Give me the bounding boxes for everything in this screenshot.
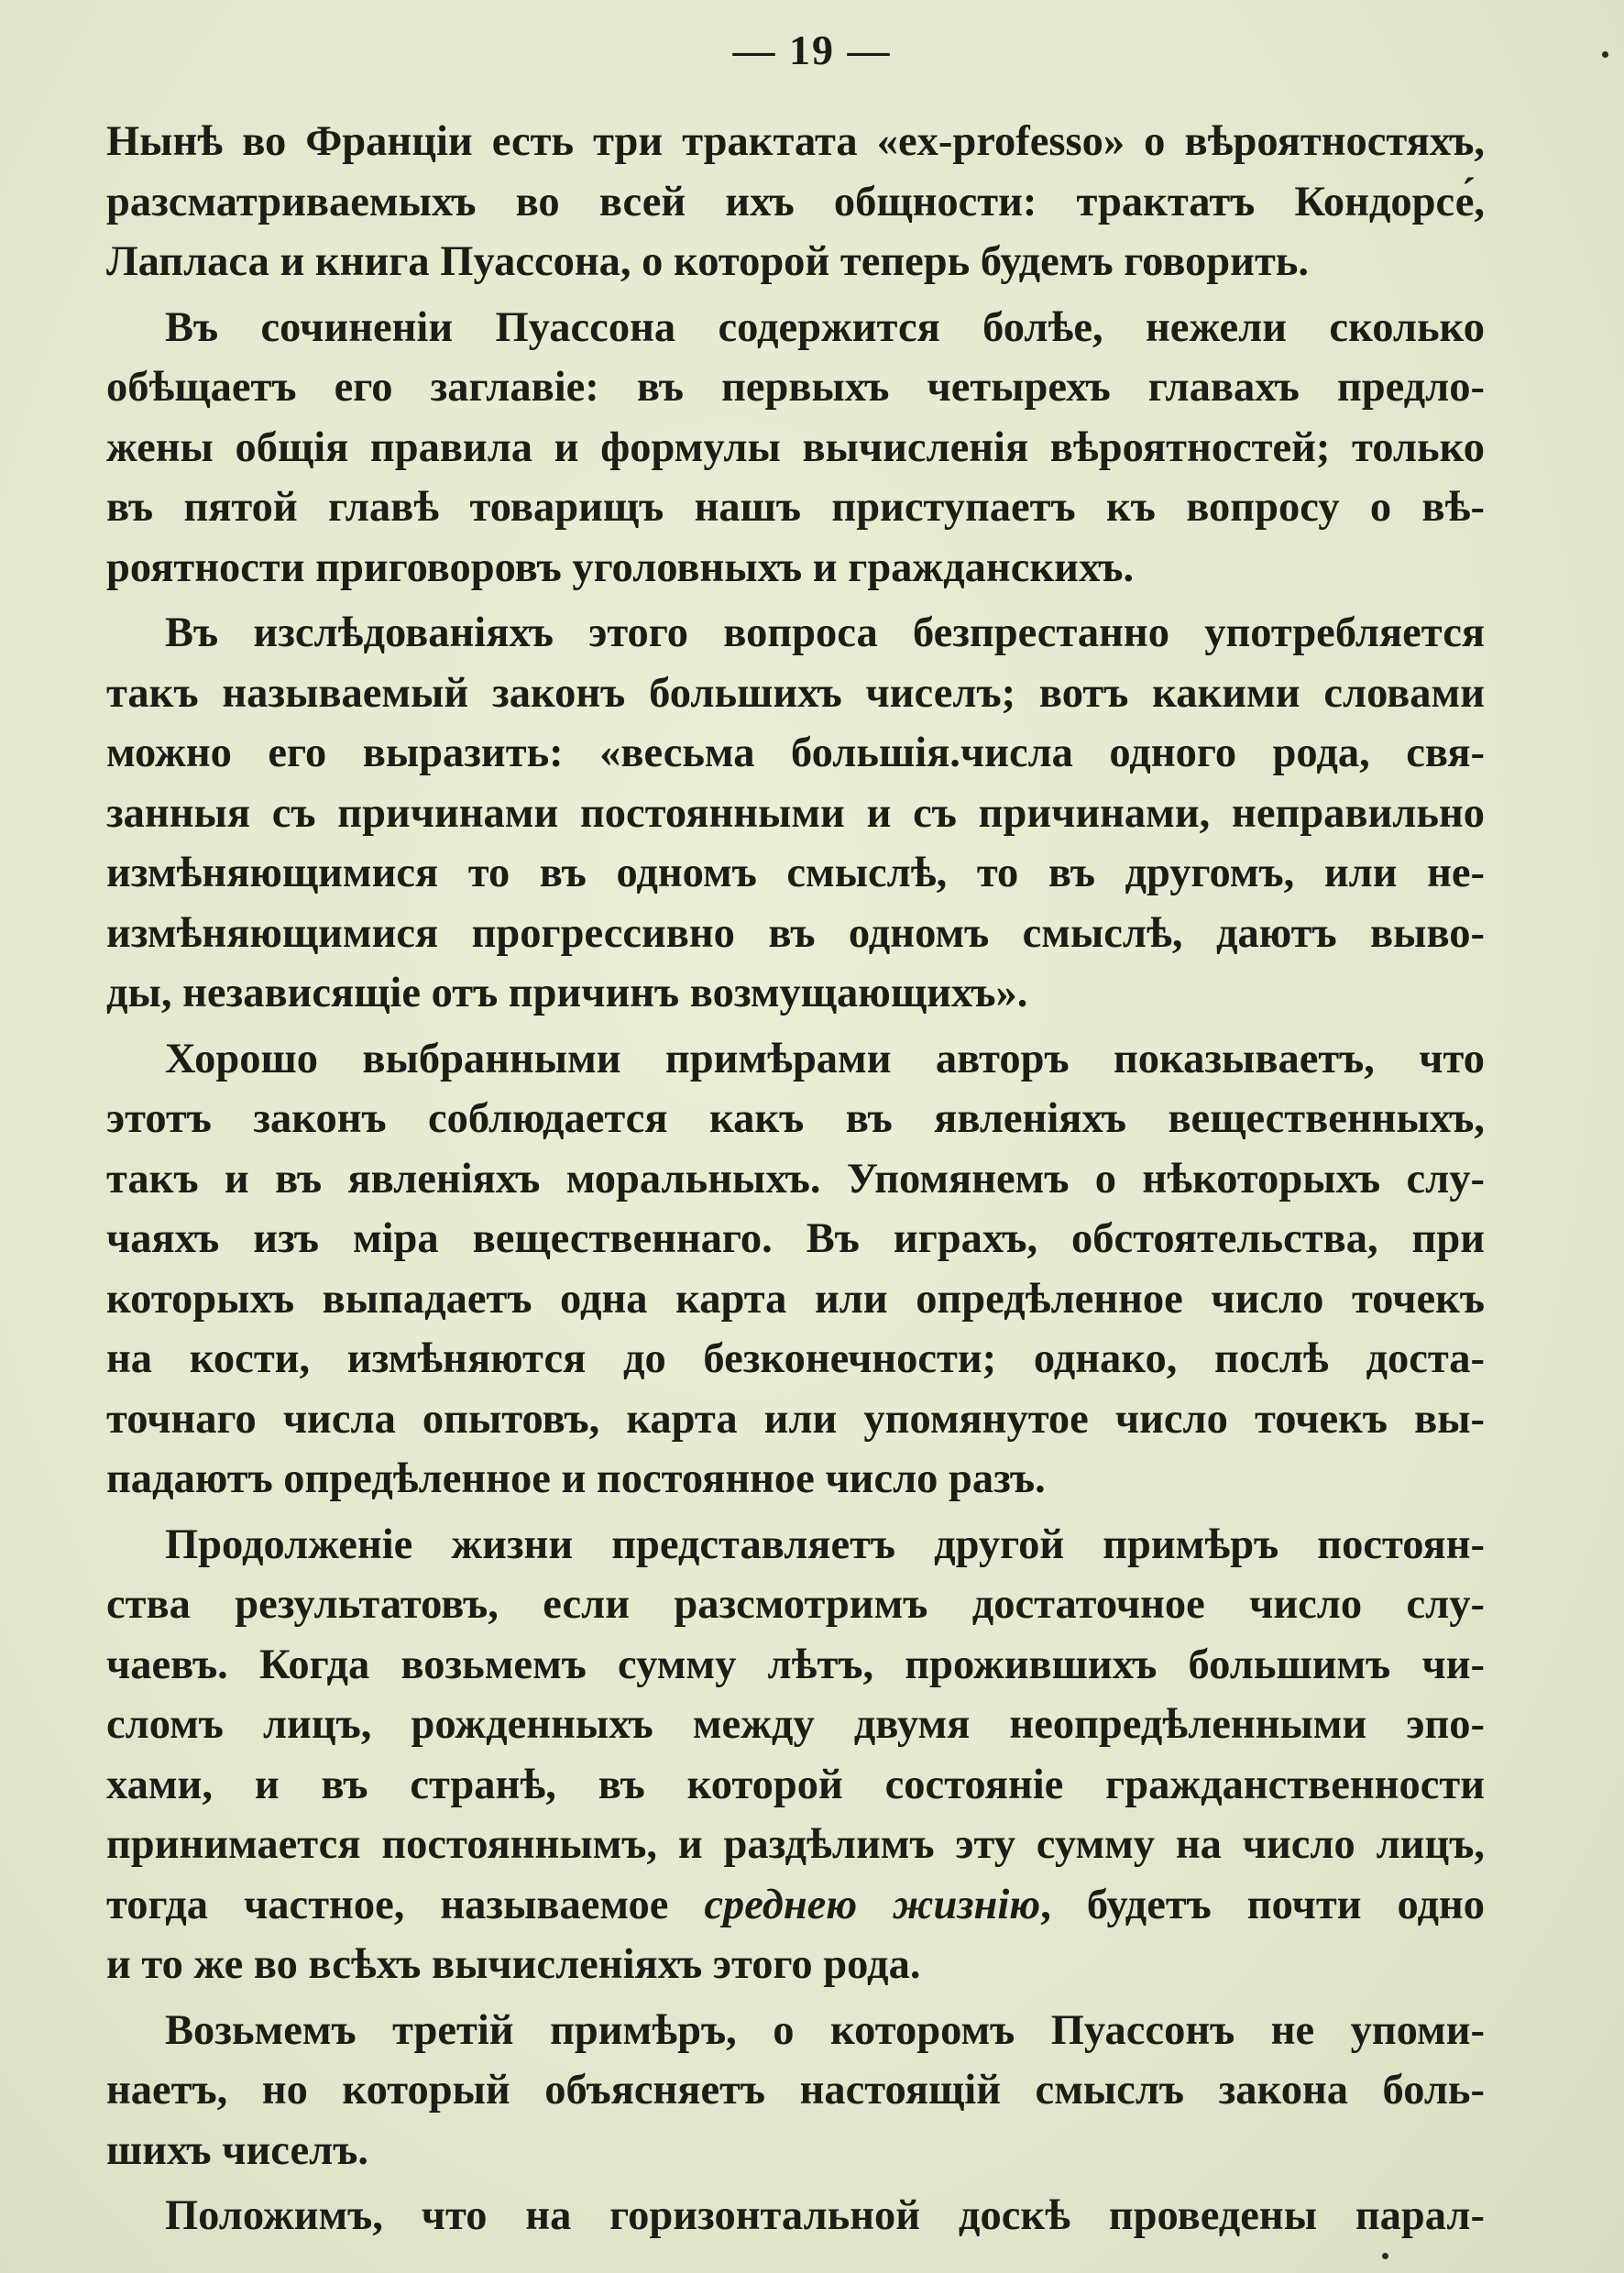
- paragraph-4: [106, 1029, 1485, 1510]
- text-line: точнаго числа опытовъ, карта или упомянутое число точекъ вы-: [106, 1395, 1485, 1443]
- text-line: можно его выразить: «весьма большія.числа одного рода, свя-: [106, 730, 1485, 776]
- text-line: падаютъ опредѣленное и постоянное число разъ.: [106, 1455, 1046, 1502]
- text-line: этотъ законъ соблюдается какъ въ явленіяхъ вещественныхъ,: [106, 1095, 1485, 1142]
- text-run: , будетъ почти одно: [1040, 1881, 1485, 1928]
- text-line: занныя съ причинами постоянными и съ причинами, неправильно: [106, 789, 1485, 837]
- page-number: — 19 —: [732, 27, 892, 73]
- text-line: роятности приговоровъ уголовныхъ и гражданскихъ.: [106, 544, 1135, 591]
- text-line: Лапласа и книга Пуассона, о которой теперь будемъ говорить.: [106, 238, 1310, 285]
- text-line: въ пятой главѣ товарищъ нашъ приступаетъ къ вопросу о вѣ-: [106, 484, 1485, 531]
- text-line: ды, независящіе отъ причинъ возмущающихъ».: [106, 970, 1028, 1016]
- text-line: обѣщаетъ его заглавіе: въ первыхъ четырехъ главахъ предло-: [106, 364, 1485, 411]
- text-run: тогда частное, называемое: [106, 1881, 705, 1928]
- text-line: сломъ лицъ, рожденныхъ между двумя неопредѣленными эпо-: [106, 1701, 1485, 1748]
- paragraph-2: [106, 298, 1485, 598]
- text-line: и то же во всѣхъ вычисленіяхъ этого рода.: [106, 1941, 921, 1988]
- text-line: Въ сочиненіи Пуассона содержится болѣе, нежели сколько: [165, 303, 1485, 351]
- text-line: принимается постояннымъ, и раздѣлимъ эту сумму на число лицъ,: [106, 1821, 1485, 1868]
- text-line: такъ называемый законъ большихъ чиселъ; вотъ какими словами: [106, 669, 1485, 717]
- text-line: Хорошо выбранными примѣрами авторъ показываетъ, что: [165, 1035, 1485, 1082]
- text-line: Возьмемъ третій примѣръ, о которомъ Пуассонъ не упоми-: [165, 2006, 1485, 2054]
- text-line: такъ и въ явленіяхъ моральныхъ. Упомянемъ о нѣкоторыхъ слу-: [106, 1155, 1485, 1202]
- text-line: Нынѣ во Франціи есть три трактата «ex-professo» о вѣроятностяхъ,: [106, 118, 1485, 165]
- text-line: жены общія правила и формулы вычисленія вѣроятностей; только: [106, 423, 1485, 471]
- text-line: хами, и въ странѣ, въ которой состояніе гражданственности: [106, 1761, 1485, 1808]
- text-line: шихъ чиселъ.: [106, 2126, 368, 2174]
- text-line: Въ изслѣдованіяхъ этого вопроса безпрестанно употребляется: [165, 609, 1485, 656]
- ink-speck: [1602, 51, 1608, 58]
- paragraph-1: [106, 112, 1485, 292]
- italic-term: среднею жизнію: [704, 1881, 1041, 1928]
- text-line: разсматриваемыхъ во всей ихъ общности: трактатъ Кондорсе́,: [106, 178, 1485, 225]
- text-line: измѣняющимися то въ одномъ смыслѣ, то въ другомъ, или не-: [106, 850, 1485, 896]
- paragraph-3: [106, 603, 1485, 1024]
- text-line: Положимъ, что на горизонтальной доскѣ проведены парал-: [165, 2192, 1485, 2239]
- text-line: Продолженіе жизни представляетъ другой примѣръ постоян-: [165, 1521, 1485, 1568]
- text-line: чаевъ. Когда возьмемъ сумму лѣтъ, прожившихъ большимъ чи-: [106, 1641, 1485, 1688]
- page-body: [106, 112, 1485, 2252]
- text-line: измѣняющимися прогрессивно въ одномъ смыслѣ, даютъ выво-: [106, 909, 1485, 957]
- text-line: на кости, измѣняются до безконечности; однако, послѣ доста-: [106, 1335, 1485, 1382]
- paragraph-6: [106, 2001, 1485, 2181]
- paragraph-7: [106, 2186, 1485, 2246]
- text-line: ства результатовъ, если разсмотримъ достаточное число слу-: [106, 1581, 1485, 1628]
- paragraph-5: [106, 1515, 1485, 1995]
- ink-speck: [1382, 2253, 1388, 2259]
- text-line-with-italic: [106, 1875, 1485, 1936]
- text-line: чаяхъ изъ міра вещественнаго. Въ играхъ, обстоятельства, при: [106, 1215, 1485, 1262]
- text-line: наетъ, но который объясняетъ настоящій смыслъ закона боль-: [106, 2067, 1485, 2114]
- text-line: которыхъ выпадаетъ одна карта или опредѣленное число точекъ: [106, 1275, 1485, 1323]
